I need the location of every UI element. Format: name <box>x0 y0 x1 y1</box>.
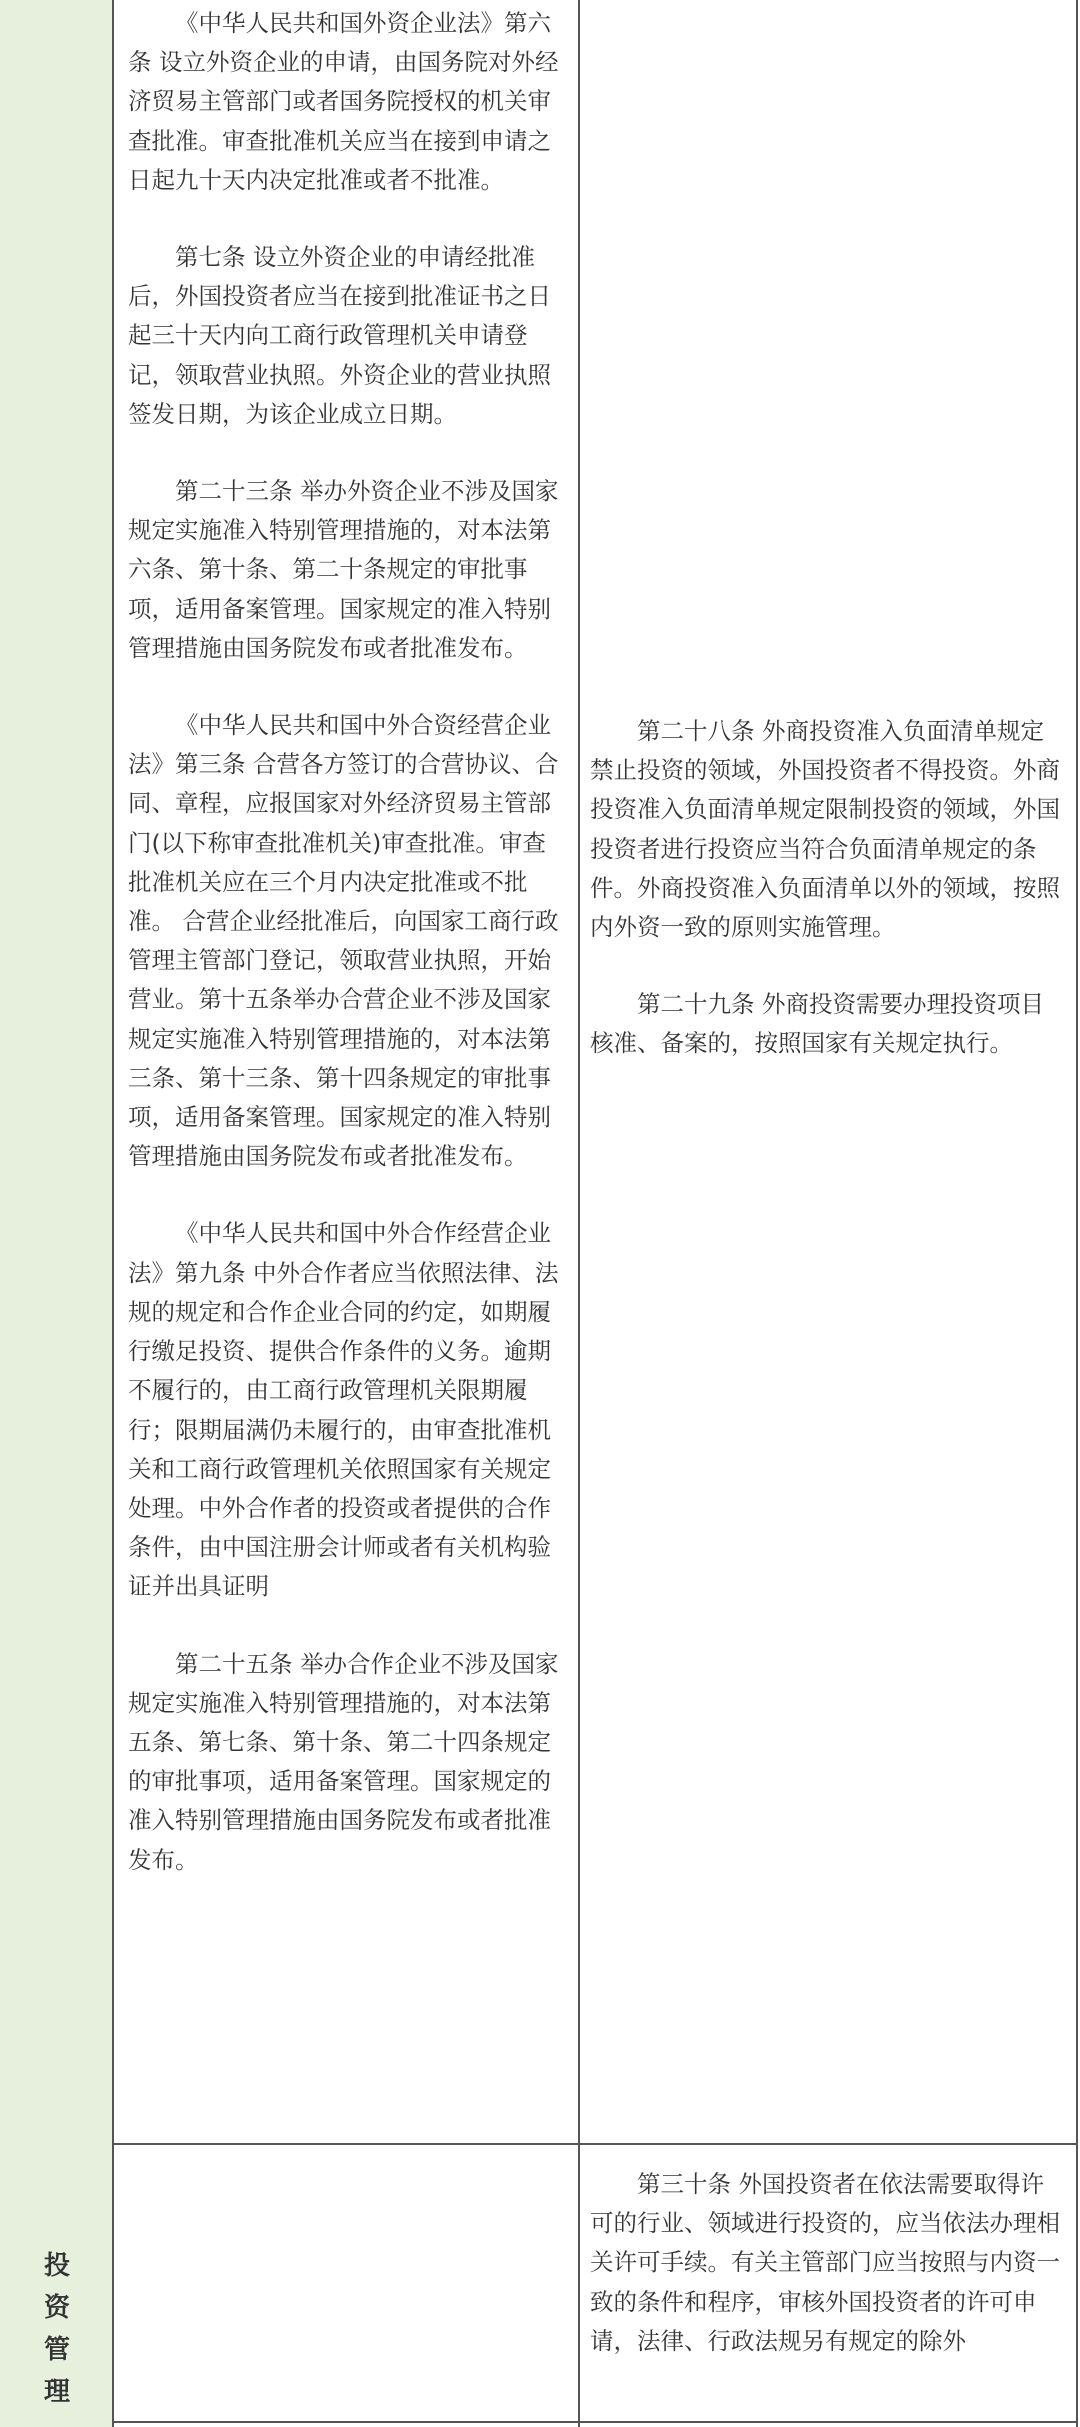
category-column <box>0 0 114 2427</box>
table-right-border <box>1076 0 1078 2427</box>
row-divider <box>114 2143 1078 2145</box>
old-law-paragraph: 《中华人民共和国中外合作经营企业法》第九条 中外合作者应当依照法律、法规的规定和合作企业合同的约定，如期履行缴足投资、提供合作条件的义务。逾期不履行的，由工商行政管理机关限期履行；限期届满仍未履行的，由审查批准机关和工商行政管理机关依照国家有关规定处理。中外合作者的投资或者提供的合作条件，由中国注册会计师或者有关机构验证并出具证明 <box>128 1219 559 1601</box>
new-law-paragraph: 第二十八条 外商投资准入负面清单规定禁止投资的领域，外国投资者不得投资。外商投资准入负面清单规定限制投资的领域，外国投资者进行投资应当符合负面清单规定的条件。外商投资准入负面清单以外的领域，按照内外资一致的原则实施管理。 <box>590 717 1060 942</box>
new-law-cell <box>590 712 1066 1064</box>
old-law-paragraph: 第七条 设立外资企业的申请经批准后，外国投资者应当在接到批准证书之日起三十天内向工商行政管理机关申请登记，领取营业执照。外资企业的营业执照签发日期，为该企业成立日期。 <box>128 243 551 428</box>
old-law-paragraph: 《中华人民共和国外资企业法》第六条 设立外资企业的申请，由国务院对外经济贸易主管部门或者国务院授权的机关审查批准。审查批准机关应当在接到申请之日起九十天内决定批准或者不批准。 <box>128 9 559 194</box>
old-law-paragraph: 《中华人民共和国中外合资经营企业法》第三条 合营各方签订的合营协议、合同、章程，应报国家对外经济贸易主管部门(以下称审查批准机关)审查批准。审查批准机关应在三个月内决定批准或不批准。 合营企业经批准后，向国家工商行政管理主管部门登记，领取营业执照，开始营业。第十五条举办合营企业不涉及国家规定实施准入特别管理措施的，对本法第三条、第十三条、第十四条规定的审批事项，适用备案管理。国家规定的准入特别管理措施由国务院发布或者批准发布。 <box>128 711 559 1171</box>
row-divider <box>114 2421 1078 2423</box>
new-law-paragraph: 第二十九条 外商投资需要办理投资项目核准、备案的，按照国家有关规定执行。 <box>590 990 1044 1058</box>
old-law-paragraph: 第二十三条 举办外资企业不涉及国家规定实施准入特别管理措施的，对本法第六条、第十条、第二十条规定的审批事项，适用备案管理。国家规定的准入特别管理措施由国务院发布或者批准发布。 <box>128 477 559 662</box>
new-law-paragraph: 第三十条 外国投资者在依法需要取得许可的行业、领域进行投资的，应当依法办理相关许可手续。有关主管部门应当按照与内资一致的条件和程序，审核外国投资者的许可申请，法律、行政法规另有规定的除外 <box>590 2170 1060 2355</box>
old-law-cell <box>128 4 568 1880</box>
old-law-paragraph: 第二十五条 举办合作企业不涉及国家规定实施准入特别管理措施的，对本法第五条、第七条、第十条、第二十四条规定的审批事项，适用备案管理。国家规定的准入特别管理措施由国务院发布或者批准发布。 <box>128 1649 559 1874</box>
category-label <box>0 2245 114 2413</box>
category-char: 理 <box>43 2377 70 2407</box>
column-divider <box>578 0 580 2427</box>
new-law-cell <box>590 2165 1066 2361</box>
category-char: 投 <box>43 2251 70 2281</box>
category-char: 资 <box>43 2293 70 2323</box>
category-char: 管 <box>43 2335 70 2365</box>
